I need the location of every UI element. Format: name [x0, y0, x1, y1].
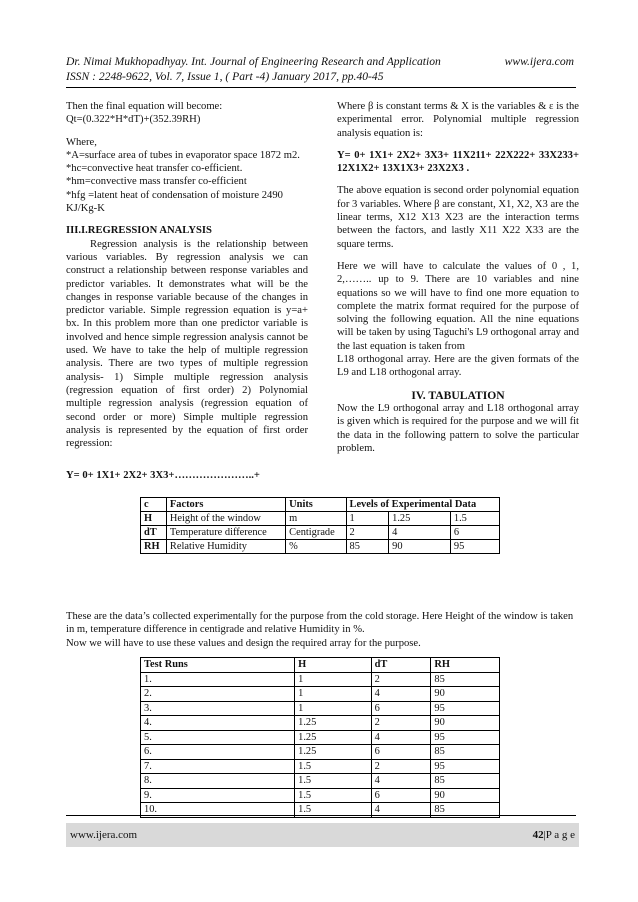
table-header-row — [141, 658, 500, 673]
table-cell: 85 — [346, 540, 389, 554]
table-cell: 4 — [389, 526, 451, 540]
page-number — [533, 829, 575, 841]
table-row — [141, 512, 500, 526]
tabulation-paragraph: Now the L9 orthogonal array and L18 orthogonal array is given which is required for the purpose and we will fit the data in the following pattern to solve the particular problem. — [337, 402, 579, 454]
table-cell: 1.25 — [295, 745, 371, 760]
table-row — [141, 672, 500, 687]
page-header — [66, 54, 574, 84]
table-cell: 1.25 — [389, 512, 451, 526]
final-equation-intro: Then the final equation will become: — [66, 101, 223, 112]
table-cell: 4 — [371, 803, 431, 818]
table-cell: 1 — [295, 672, 371, 687]
table-cell: 4. — [141, 716, 295, 731]
table-cell: 6 — [371, 701, 431, 716]
table-cell: 4 — [371, 687, 431, 702]
table-header-cell: Test Runs — [141, 658, 295, 673]
table-cell: 2 — [371, 759, 431, 774]
definition-hm: *hm=convective mass transfer co-efficient — [66, 176, 247, 188]
table-cell: 2 — [371, 716, 431, 731]
table-cell: 6 — [371, 788, 431, 803]
journal-website[interactable]: www.ijera.com — [504, 55, 574, 68]
beta-description: Where β is constant terms & X is the variables & ε is the experimental error. Polynomial multiple regression analysis equation is: — [337, 101, 579, 139]
table-cell: 1.5 — [450, 512, 499, 526]
journal-citation: Dr. Nimai Mukhopadhyay. Int. Journal of Engineering Research and Application — [66, 55, 441, 68]
table-cell: H — [141, 512, 167, 526]
table-row — [141, 716, 500, 731]
first-order-equation: Y= 0+ 1X1+ 2X2+ 3X3+…………………..+ — [66, 470, 260, 481]
table-header-cell: Factors — [166, 498, 285, 512]
table-row — [141, 540, 500, 554]
table-cell: Temperature difference — [166, 526, 285, 540]
table-row — [141, 745, 500, 760]
table-cell: 1.5 — [295, 759, 371, 774]
table-cell: 1 — [295, 687, 371, 702]
test-runs-table — [140, 657, 500, 818]
table-cell: 95 — [431, 730, 500, 745]
page-number-suffix: |P a g e — [543, 829, 575, 841]
polynomial-equation: Y= 0+ 1X1+ 2X2+ 3X3+ 11X211+ 22X222+ 33X233+ 12X1X2+ 13X1X3+ 23X2X3 . — [337, 149, 579, 175]
table-cell: 1 — [346, 512, 389, 526]
table-cell: 2 — [371, 672, 431, 687]
table-cell: m — [286, 512, 346, 526]
table-header-cell: H — [295, 658, 371, 673]
table-cell: % — [286, 540, 346, 554]
factors-levels-table — [140, 497, 500, 554]
table-cell: 10. — [141, 803, 295, 818]
table-cell: 90 — [389, 540, 451, 554]
issn-line: ISSN : 2248-9622, Vol. 7, Issue 1, ( Part -4) January 2017, pp.40-45 — [66, 70, 384, 83]
table-row — [141, 687, 500, 702]
section-heading-tabulation: IV. TABULATION — [411, 388, 505, 402]
regression-paragraph: Regression analysis is the relationship between various variables. By regression analysis we can construct a relationship between response variables and predictor variables. It demonstrates what will be the changes in response variable because of the changes in predictor variable. Simple regression equation is y=a+ bx. In this problem more than one predictor variable is involved and hence simple regression analysis cannot be used. We have to take the help of multiple regression analysis. There are two types of multiple regression analysis- 1) Simple multiple regression analysis (regression equation of first order) 2) Polynomial multiple regression analysis (regression equation of second order or more) Simple multiple regression analysis is represented by the equation of first order regression: — [66, 238, 308, 450]
table-cell: 90 — [431, 687, 500, 702]
definition-hfg: *hfg =latent heat of condensation of moisture 2490 KJ/Kg-K — [66, 189, 283, 215]
header-divider — [66, 87, 576, 88]
footer-divider — [66, 815, 576, 816]
l18-paragraph: L18 orthogonal array. Here are the given formats of the L9 and L18 orthogonal array. — [337, 354, 579, 379]
left-column — [66, 100, 308, 450]
coefficients-paragraph: Here we will have to calculate the values of 0 , 1, 2,…….. up to 9. There are 10 variables and nine equations so we will have to find one more equation to complete the matrix format required for the purpose of solving the following equation. All the nine equations will be taken by using Taguchi's L9 orthogonal array and the last equation is taken from — [337, 260, 579, 352]
table-cell: dT — [141, 526, 167, 540]
definition-hc: *hc=convective heat transfer co-efficient. — [66, 163, 243, 175]
table-cell: 85 — [431, 774, 500, 789]
right-column — [337, 100, 579, 455]
table-row — [141, 759, 500, 774]
table-cell: 95 — [431, 759, 500, 774]
table-cell: 4 — [371, 774, 431, 789]
table-header-cell: Units — [286, 498, 346, 512]
table-cell: 6 — [371, 745, 431, 760]
table-header-cell: Levels of Experimental Data — [346, 498, 499, 512]
table-cell: 9. — [141, 788, 295, 803]
table-cell: 85 — [431, 672, 500, 687]
table-cell: RH — [141, 540, 167, 554]
table-cell: 1 — [295, 701, 371, 716]
table-cell: Height of the window — [166, 512, 285, 526]
table-cell: 2 — [346, 526, 389, 540]
definition-area: *A=surface area of tubes in evaporator space 1872 m2. — [66, 149, 300, 161]
table-cell: 3. — [141, 701, 295, 716]
table-cell: Relative Humidity — [166, 540, 285, 554]
page-footer — [66, 823, 579, 847]
where-label: Where, — [66, 136, 97, 148]
table-cell: 1.5 — [295, 774, 371, 789]
table-header-row — [141, 498, 500, 512]
table-cell: 2. — [141, 687, 295, 702]
table-cell: 90 — [431, 716, 500, 731]
table-row — [141, 730, 500, 745]
table-cell: 1.25 — [295, 716, 371, 731]
table-cell: 8. — [141, 774, 295, 789]
table-cell: 4 — [371, 730, 431, 745]
table-cell: 6. — [141, 745, 295, 760]
section-heading-regression: III.I.REGRESSION ANALYSIS — [66, 225, 212, 237]
table-row — [141, 526, 500, 540]
final-equation: Qt=(0.322*H*dT)+(352.39RH) — [66, 114, 201, 126]
table-cell: 1.25 — [295, 730, 371, 745]
table-cell: 7. — [141, 759, 295, 774]
table-cell: 85 — [431, 745, 500, 760]
table-header-cell: dT — [371, 658, 431, 673]
table-cell: 5. — [141, 730, 295, 745]
table-cell: 85 — [431, 803, 500, 818]
table-cell: 1.5 — [295, 788, 371, 803]
table-header-cell: c — [141, 498, 167, 512]
second-order-paragraph: The above equation is second order polynomial equation for 3 variables. Where β are constant, X1, X2, X3 are the linear terms, X12 X13 X23 are the interaction terms between the factors, and lastly X11 X22 X33 are the square terms. — [337, 185, 579, 250]
table-cell: 95 — [450, 540, 499, 554]
page-number-value: 42 — [532, 829, 544, 841]
table-row — [141, 774, 500, 789]
data-description — [66, 610, 576, 650]
table-header-cell: RH — [431, 658, 500, 673]
table-cell: 90 — [431, 788, 500, 803]
footer-website[interactable]: www.ijera.com — [70, 829, 138, 841]
data-description-paragraph: These are the data’s collected experimentally for the purpose from the cold storage. Here Height of the window is taken in m, temperature difference in centigrade and relative Humidity in %. — [66, 611, 574, 636]
table-cell: 6 — [450, 526, 499, 540]
array-design-paragraph: Now we will have to use these values and design the required array for the purpose. — [66, 637, 421, 649]
table-row — [141, 701, 500, 716]
table-cell: 95 — [431, 701, 500, 716]
table-cell: 1.5 — [295, 803, 371, 818]
table-cell: Centigrade — [286, 526, 346, 540]
table-row — [141, 788, 500, 803]
table-cell: 1. — [141, 672, 295, 687]
